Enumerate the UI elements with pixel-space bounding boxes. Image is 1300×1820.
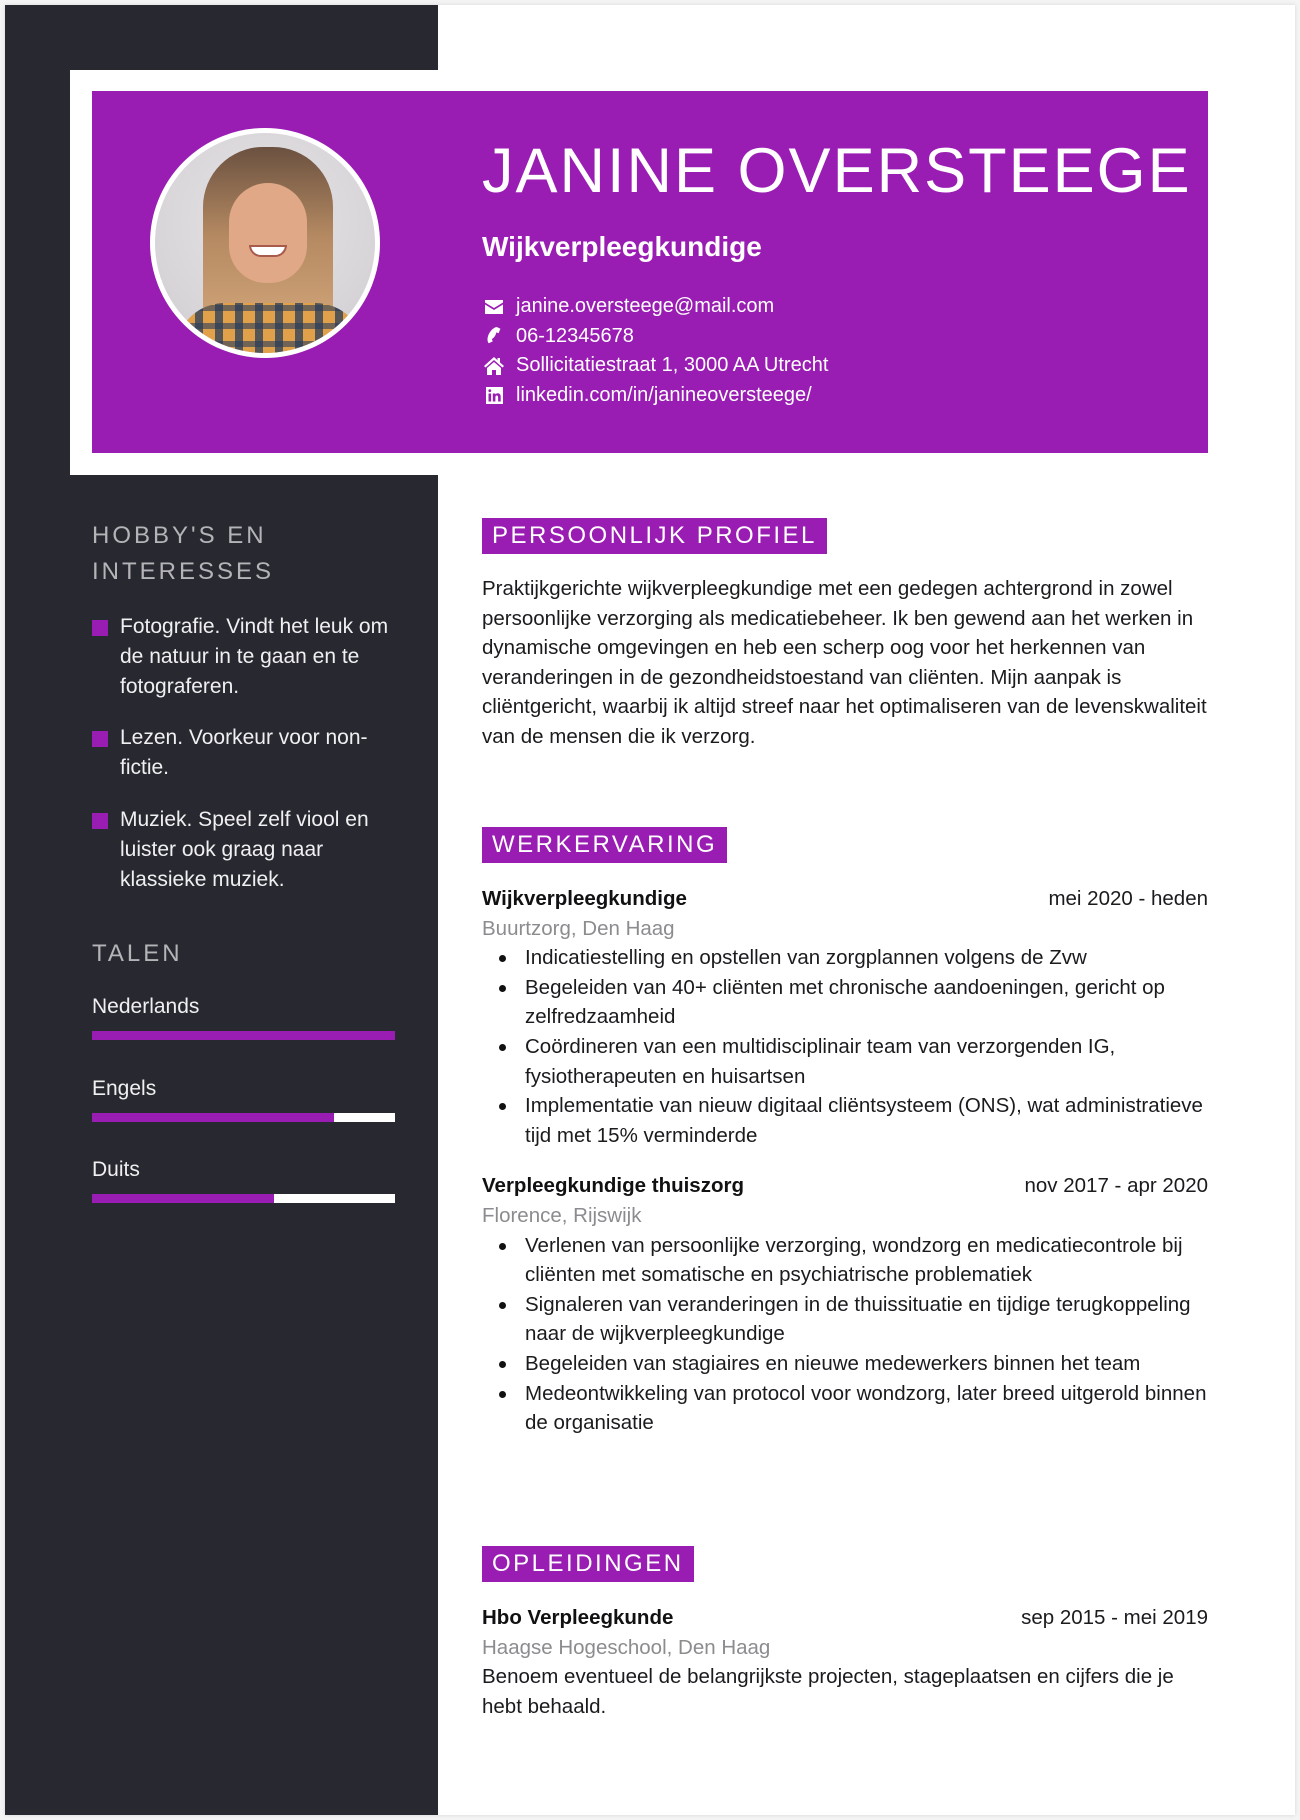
language-name: Duits <box>92 1158 140 1181</box>
experience-section <box>482 827 1208 1438</box>
square-bullet-icon <box>92 813 108 829</box>
language-item <box>92 993 395 1021</box>
candidate-name: JANINE OVERSTEEGE <box>482 136 1192 206</box>
experience-entry-header <box>482 1171 1208 1201</box>
hobbies-heading <box>92 518 274 590</box>
linkedin-icon <box>482 386 506 406</box>
experience-bullets <box>482 1231 1208 1438</box>
language-item <box>92 1156 395 1184</box>
language-level-bar <box>92 1113 395 1122</box>
language-level-fill <box>92 1113 334 1122</box>
contact-address <box>482 351 828 381</box>
square-bullet-icon <box>92 620 108 636</box>
contact-address-text: Sollicitatiestraat 1, 3000 AA Utrecht <box>516 354 829 377</box>
experience-title: Verpleegkundige thuiszorg <box>482 1174 744 1198</box>
hobbies-list <box>92 612 402 916</box>
experience-entry <box>482 884 1208 1150</box>
hobby-item <box>92 805 402 894</box>
education-entry <box>482 1603 1208 1721</box>
language-name: Engels <box>92 1077 157 1100</box>
experience-heading: WERKERVARING <box>482 827 727 863</box>
bullet-item: Begeleiden van 40+ cliënten met chronische aandoeningen, gericht op zelfredzaamheid <box>482 973 1208 1032</box>
bullet-item: Verlenen van persoonlijke verzorging, wondzorg en medicatiecontrole bij cliënten met somatische en psychiatrische problematiek <box>482 1231 1208 1290</box>
education-text: Benoem eventueel de belangrijkste projecten, stageplaatsen en cijfers die je hebt behaald. <box>482 1665 1174 1718</box>
bullet-item: Begeleiden van stagiaires en nieuwe medewerkers binnen het team <box>482 1349 1208 1379</box>
square-bullet-icon <box>92 731 108 747</box>
contact-email[interactable] <box>482 292 828 322</box>
education-entry-header <box>482 1603 1208 1633</box>
hobby-text: Muziek. Speel zelf viool en luister ook graag naar klassieke muziek. <box>120 807 369 891</box>
hobby-text: Lezen. Voorkeur voor non-fictie. <box>120 726 368 780</box>
bullet-item: Signaleren van veranderingen in de thuissituatie en tijdige terugkoppeling naar de wijkverpleegkundige <box>482 1290 1208 1349</box>
languages-heading <box>92 936 183 972</box>
hobby-item <box>92 612 402 701</box>
profile-section <box>482 518 1208 752</box>
bullet-item: Indicatiestelling en opstellen van zorgplannen volgens de Zvw <box>482 943 1208 973</box>
experience-date: nov 2017 - apr 2020 <box>1024 1174 1208 1198</box>
education-org: Haagse Hogeschool, Den Haag <box>482 1635 771 1659</box>
experience-title: Wijkverpleegkundige <box>482 887 687 910</box>
experience-entry-header <box>482 884 1208 914</box>
education-title: Hbo Verpleegkunde <box>482 1606 674 1629</box>
contact-list <box>482 292 828 410</box>
language-name: Nederlands <box>92 995 200 1018</box>
contact-linkedin-text: linkedin.com/in/janineoversteege/ <box>516 384 812 407</box>
phone-icon <box>482 326 506 346</box>
bullet-item: Implementatie van nieuw digitaal cliëntsysteem (ONS), wat administratieve tijd met 15% verminderde <box>482 1091 1208 1150</box>
languages-heading-text: TALEN <box>92 940 183 967</box>
language-level-fill <box>92 1031 395 1040</box>
hobbies-heading-line2: INTERESSES <box>92 558 275 585</box>
contact-linkedin[interactable] <box>482 381 828 411</box>
education-section <box>482 1546 1208 1721</box>
experience-entry <box>482 1171 1208 1437</box>
bullet-item: Medeontwikkeling van protocol voor wondzorg, later breed uitgerold binnen de organisatie <box>482 1379 1208 1438</box>
contact-phone-text: 06-12345678 <box>516 324 634 347</box>
experience-bullets <box>482 943 1208 1150</box>
profile-photo <box>150 128 380 358</box>
contact-email-text: janine.oversteege@mail.com <box>516 295 775 318</box>
photo-smile <box>249 245 287 257</box>
language-item <box>92 1075 395 1103</box>
photo-shirt <box>175 303 365 358</box>
language-level-bar <box>92 1031 395 1040</box>
candidate-job-title: Wijkverpleegkundige <box>482 231 762 262</box>
profile-heading: PERSOONLIJK PROFIEL <box>482 518 827 554</box>
bullet-item: Coördineren van een multidisciplinair team van verzorgenden IG, fysiotherapeuten en huisartsen <box>482 1032 1208 1091</box>
experience-org: Florence, Rijswijk <box>482 1203 642 1227</box>
photo-face <box>229 183 307 283</box>
profile-text: Praktijkgerichte wijkverpleegkundige met een gedegen achtergrond in zowel persoonlijke verzorging als medicatiebeheer. Ik ben gewend aan het werken in dynamische omgevingen en heb een scherp oog voor het herkennen van veranderingen in de gezondheidstoestand van cliënten. Mijn aanpak is cliëntgericht, waarbij ik altijd streef naar het optimaliseren van de levenskwaliteit van de mensen die ik verzorg. <box>482 577 1207 748</box>
language-level-bar <box>92 1194 395 1203</box>
experience-date: mei 2020 - heden <box>1048 887 1208 910</box>
hobby-item <box>92 723 402 783</box>
language-level-fill <box>92 1194 274 1203</box>
envelope-icon <box>482 297 506 317</box>
home-icon <box>482 356 506 376</box>
hobby-text: Fotografie. Vindt het leuk om de natuur in te gaan en te fotograferen. <box>120 615 389 698</box>
education-date: sep 2015 - mei 2019 <box>1021 1606 1208 1629</box>
contact-phone[interactable] <box>482 322 828 352</box>
experience-org: Buurtzorg, Den Haag <box>482 916 675 940</box>
education-heading: OPLEIDINGEN <box>482 1546 694 1582</box>
hobbies-heading-line1: HOBBY'S EN <box>92 522 267 549</box>
